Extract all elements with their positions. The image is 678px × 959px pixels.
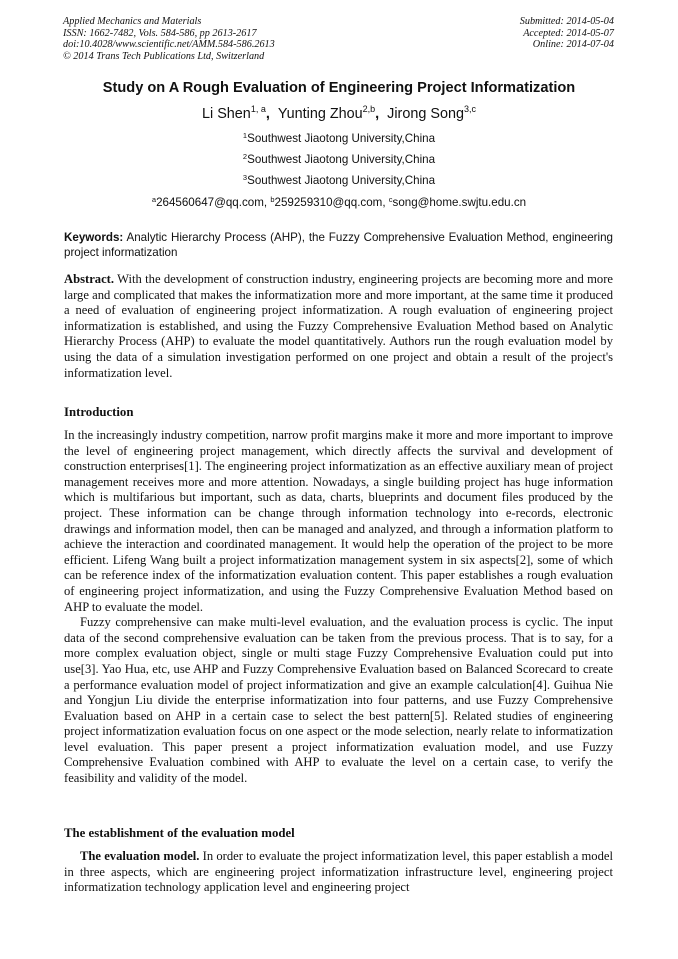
submission-dates <box>520 16 614 51</box>
author-sup: 3,c <box>463 104 476 114</box>
abstract-label: Abstract. <box>64 272 115 286</box>
affiliation-sup: 3 <box>242 173 248 182</box>
online-date: Online: 2014-07-04 <box>532 39 614 51</box>
journal-header <box>63 16 275 62</box>
affiliation <box>0 131 678 145</box>
abstract <box>64 272 613 381</box>
journal-copyright: © 2014 Trans Tech Publications Ltd, Switzerland <box>63 50 265 62</box>
keywords-label: Keywords: <box>64 231 124 244</box>
journal-issn: ISSN: 1662-7482, Vols. 584-586, pp 2613-2617 <box>63 27 257 39</box>
section-heading-introduction: Introduction <box>64 405 134 419</box>
paragraph: In the increasingly industry competition, narrow profit margins make it more and more important to improve the level of engineering project management, which directly affects the survival and development of construction enterprises[1]. The engineering project informatization as an effective auxiliary mean of project management receives more and more attention. Nowadays, a single building project has huge information which is multifarious but important, such as data, charts, blueprints and document files produced by the project. These information can be change through information technology into e-records, electronic drawings and information model, then can be managed and analyzed, and through a information platform to achieve the interaction and coordinated management. It would help the operation of the project to be more efficient. Lifeng Wang built a project informatization management system in six aspects[2], some of which can be reference index of the informatization evaluation content. This paper establishes a rough evaluation of engineering project informatization, and using the Fuzzy Comprehensive Evaluation Method based on AHP to evaluate the model. <box>64 428 613 614</box>
paragraph: Fuzzy comprehensive can make multi-level evaluation, and the evaluation process is cyclic. The input data of the second comprehensive evaluation can be taken from the previous process. That is to say, for a more complex evaluation object, single or multi stage Fuzzy Comprehensive Evaluation could put into use[3]. Yao Hua, etc, use AHP and Fuzzy Comprehensive Evaluation based on Balanced Scorecard to create a performance evaluation model of project informatization and give an example calculation[4]. Guihua Nie and Yongjun Liu divide the enterprise informatization into four patterns, and use Fuzzy Comprehensive Evaluation based on AHP in a certain case to select the best pattern[5]. Related studies of engineering project informatization evaluation focus on one aspect or the mode selection, nearly relate to informatization level evaluation. This paper present a project informatization evaluation model, and use Fuzzy Comprehensive Evaluation combined with AHP to evaluate the level on a certain case, to verify the feasibility and validity of the model. <box>64 615 613 786</box>
establishment-body <box>64 849 613 896</box>
submitted-date: Submitted: 2014-05-04 <box>519 16 614 27</box>
author-sup: 2,b <box>362 104 376 114</box>
introduction-body <box>64 428 613 787</box>
email-link[interactable]: 264560647@qq.com, <box>156 196 271 209</box>
author-sup: 1, a <box>250 104 266 114</box>
journal-doi: doi:10.4028/www.scientific.net/AMM.584-586.2613 <box>63 39 275 51</box>
affiliation-sup: 2 <box>242 152 248 161</box>
author-name: Jirong Song <box>387 106 464 122</box>
journal-name: Applied Mechanics and Materials <box>63 16 202 27</box>
email-link[interactable]: 259259310@qq.com, <box>274 196 389 209</box>
affiliation-text: Southwest Jiaotong University,China <box>247 132 436 145</box>
affiliation-text: Southwest Jiaotong University,China <box>247 153 436 166</box>
email-link[interactable]: song@home.swjtu.edu.cn <box>392 196 527 209</box>
affiliation-sup: 1 <box>242 131 248 140</box>
keywords-text: Analytic Hierarchy Process (AHP), the Fuzzy Comprehensive Evaluation Method, engineering project informatization <box>64 231 613 259</box>
email-list <box>0 195 678 209</box>
section-heading-establishment: The establishment of the evaluation model <box>64 826 295 840</box>
abstract-text: With the development of construction industry, engineering projects are becoming more and more large and complicated that makes the informatization more and more important, at the same time it produced a need of evaluation of engineering project informatization. A rough evaluation of engineering project informatization is established, and using the Fuzzy Comprehensive Evaluation Method based on Analytic Hierarchy Process (AHP) to evaluate the model quantitatively. Authors run the rough evaluation model by using the data of a simulation investigation performed on one project and obtain a result of the project's informatization level. <box>64 272 613 380</box>
author-name: Yunting Zhou <box>277 106 363 122</box>
author-name: Li Shen <box>202 106 251 122</box>
keywords <box>64 230 613 260</box>
email-sup: c <box>388 195 393 204</box>
paper-title: Study on A Rough Evaluation of Engineering Project Informatization <box>102 80 576 96</box>
subsection-label: The evaluation model. <box>80 849 200 863</box>
paragraph: In order to evaluate the project informatization level, this paper establish a model in three aspects, which are engineering project informatization infrastructure level, engineering project informatization technology application level and engineering project <box>64 849 613 895</box>
email-sup: a <box>151 195 157 204</box>
accepted-date: Accepted: 2014-05-07 <box>523 27 614 39</box>
author-list: Li Shen$^{1, a}$, Yunting Zhou$^{2,b}$, Jirong Song$^{3,c}$ <box>202 104 476 122</box>
affiliation <box>0 152 678 166</box>
affiliation <box>0 173 678 187</box>
affiliation-text: Southwest Jiaotong University,China <box>247 174 436 187</box>
email-sup: b <box>270 195 275 204</box>
